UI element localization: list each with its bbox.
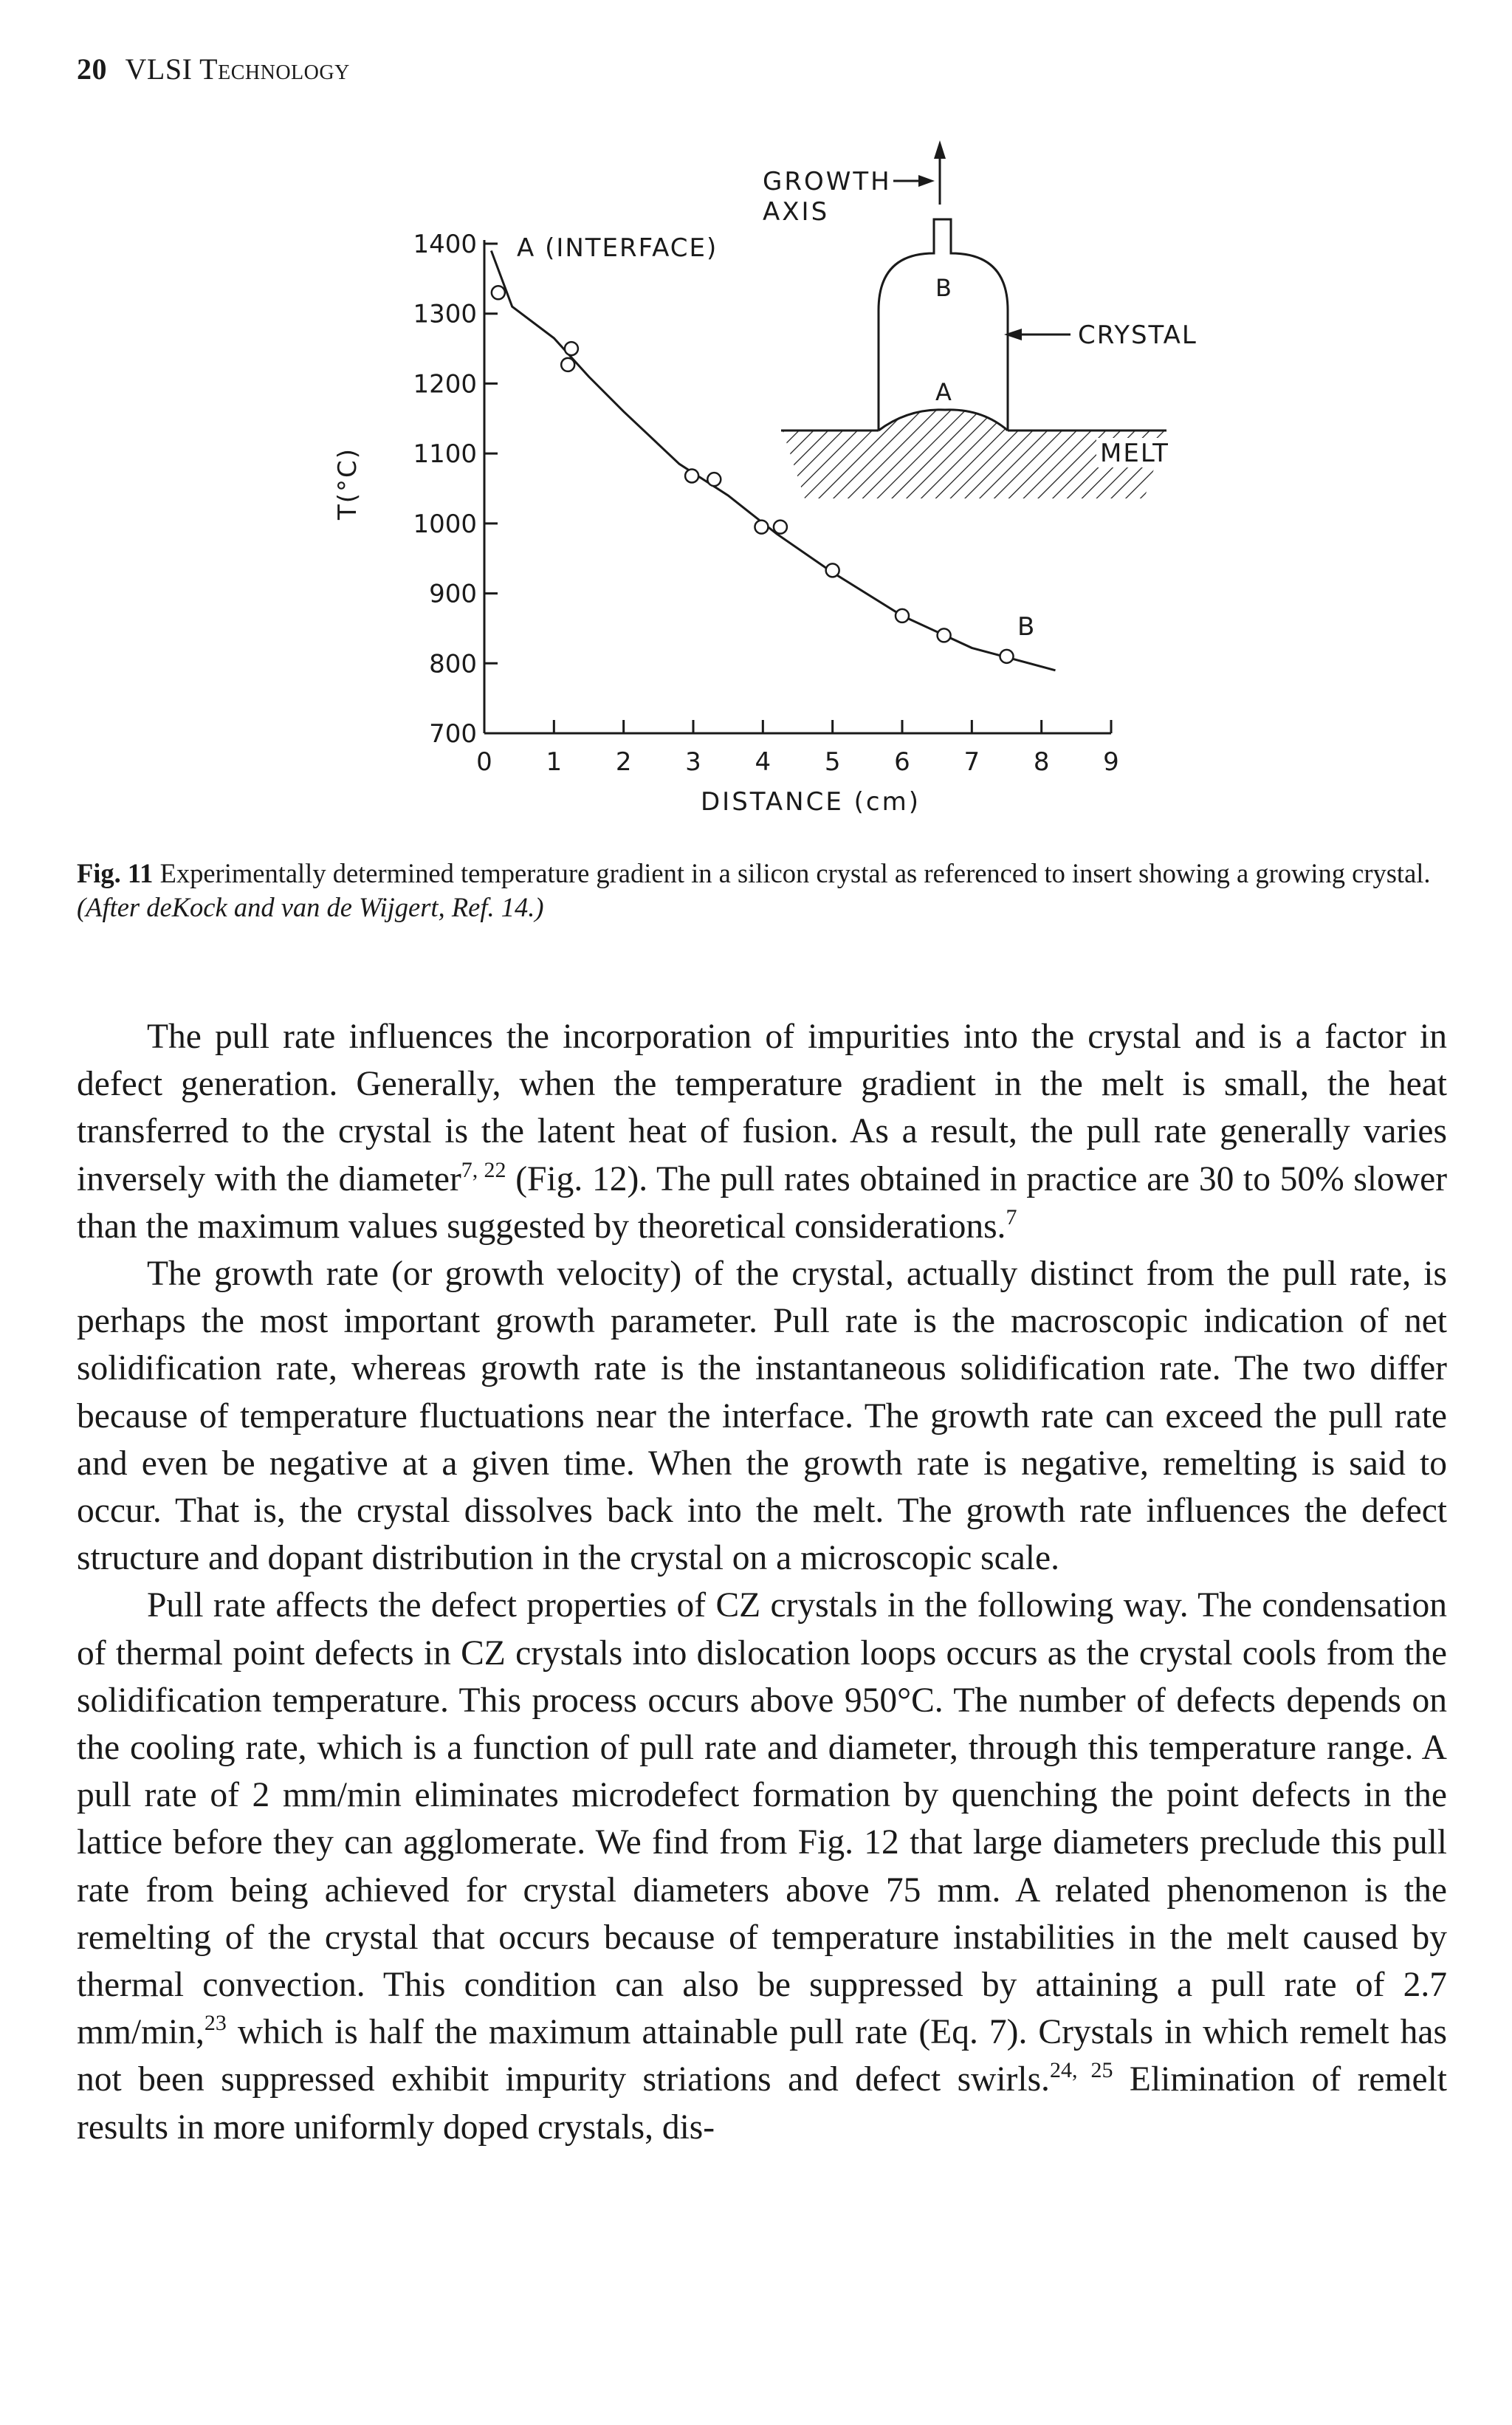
body-text (77, 1013, 1447, 2151)
paragraph-3-text-c: Elimination of remelt results in more uniformly doped crystals, dis- (77, 2060, 1447, 2147)
x-axis-label: DISTANCE (cm) (701, 787, 921, 817)
data-point (492, 286, 505, 299)
insert-point-a: A (935, 378, 952, 406)
growth-axis-label: GROWTH (763, 167, 892, 196)
y-tick-label: 1200 (413, 369, 477, 399)
y-tick-label: 1000 (413, 509, 477, 539)
crystal-label: CRYSTAL (1078, 320, 1197, 350)
caption-text: Experimentally determined temperature gradient in a silicon crystal as referenced to insert showing a growing crystal. (159, 858, 1431, 888)
x-ticks (476, 720, 1119, 777)
x-tick-label: 0 (476, 747, 492, 777)
reference-superscript: 7, 22 (461, 1157, 506, 1182)
data-point (755, 521, 768, 534)
paragraph-3-text-a: Pull rate affects the defect properties of CZ crystals in the following way. The condensation of thermal point defects in CZ crystals into dislocation loops occurs as the crystal cools from the solidification temperature. This process occurs above 950°C. The number of defects depends on the cooling rate, which is a function of pull rate and diameter, through this temperature range. A pull rate of 2 mm/min eliminates microdefect formation by quenching the point defects in the lattice before they can agglomerate. We find from Fig. 12 that large diameters preclude this pull rate from being achieved for crystal diameters above 75 mm. A related phenomenon is the remelting of the crystal that occurs because of temperature instabilities in the melt caused by thermal convection. This condition can also be suppressed by attaining a pull rate of 2.7 mm/min, (77, 1586, 1447, 2052)
x-tick-label: 5 (824, 747, 841, 777)
data-point (685, 469, 698, 482)
x-tick-label: 8 (1033, 747, 1050, 777)
data-point (565, 342, 578, 355)
data-point (561, 358, 574, 371)
data-point (938, 628, 951, 642)
data-point (826, 563, 839, 577)
y-tick-label: 700 (429, 719, 477, 749)
x-tick-label: 6 (894, 747, 910, 777)
x-tick-label: 9 (1103, 747, 1119, 777)
paragraph-1 (77, 1013, 1447, 1250)
running-title: VLSI Technology (125, 52, 350, 86)
data-point (707, 473, 721, 486)
reference-superscript: 24, 25 (1049, 2058, 1113, 2083)
melt-label: MELT (1100, 439, 1169, 468)
x-tick-label: 4 (755, 747, 772, 777)
reference-superscript: 7 (1006, 1204, 1017, 1229)
insert-point-b: B (935, 274, 952, 302)
y-tick-label: 900 (429, 579, 477, 609)
data-point (774, 521, 787, 534)
reference-superscript: 23 (204, 2011, 227, 2036)
data-point (1000, 650, 1014, 663)
running-head (77, 52, 350, 86)
growth-axis-label-line2: AXIS (763, 197, 830, 227)
data-point (896, 609, 909, 622)
figure-number: Fig. 11 (77, 858, 154, 888)
paragraph-3-text-b: which is half the maximum attainable pull rate (Eq. 7). Crystals in which remelt has not been suppressed exhibit impurity striations and defect swirls. (77, 2013, 1447, 2099)
paragraph-1-text-a: The pull rate influences the incorporation of impurities into the crystal and is a factor in defect generation. Generally, when the temperature gradient in the melt is small, the heat transferred to the crystal is the latent heat of fusion. As a result, the pull rate generally varies inversely with the diameter (77, 1018, 1447, 1198)
x-tick-label: 1 (546, 747, 563, 777)
y-tick-label: 1100 (413, 439, 477, 470)
annotation-b: B (1017, 612, 1035, 642)
x-tick-label: 2 (615, 747, 632, 777)
paragraph-2: The growth rate (or growth velocity) of the crystal, actually distinct from the pull rate, is perhaps the most important growth parameter. Pull rate is the macroscopic indication of net solidification rate, whereas growth rate is the instantaneous solidification rate. The two differ because of temperature fluctuations near the interface. The growth rate can exceed the pull rate and even be negative at a given time. When the growth rate is negative, remelting is said to occur. That is, the crystal dissolves back into the melt. The growth rate influences the defect structure and dopant distribution in the crystal on a microscopic scale. (77, 1255, 1447, 1578)
y-tick-label: 1300 (413, 299, 477, 329)
growth-axis-arrowhead (934, 140, 946, 159)
annotation-a-interface: A (INTERFACE) (517, 233, 718, 263)
x-tick-label: 7 (963, 747, 980, 777)
caption-credit: (After deKock and van de Wijgert, Ref. 14.) (77, 892, 544, 922)
temperature-gradient-figure (317, 137, 1277, 838)
y-axis-label: T(°C) (333, 447, 362, 521)
growth-arrow-pointer-head (918, 175, 935, 187)
x-tick-label: 3 (685, 747, 701, 777)
figure-caption (77, 857, 1454, 925)
paragraph-3 (77, 1582, 1447, 2150)
crystal-insert (763, 140, 1197, 498)
paragraph-1-text-b: (Fig. 12). The pull rates obtained in practice are 30 to 50% slower than the maximum values suggested by theoretical considerations. (77, 1159, 1448, 1246)
y-tick-label: 800 (429, 649, 477, 679)
y-tick-label: 1400 (413, 230, 477, 259)
page-number: 20 (77, 52, 107, 86)
